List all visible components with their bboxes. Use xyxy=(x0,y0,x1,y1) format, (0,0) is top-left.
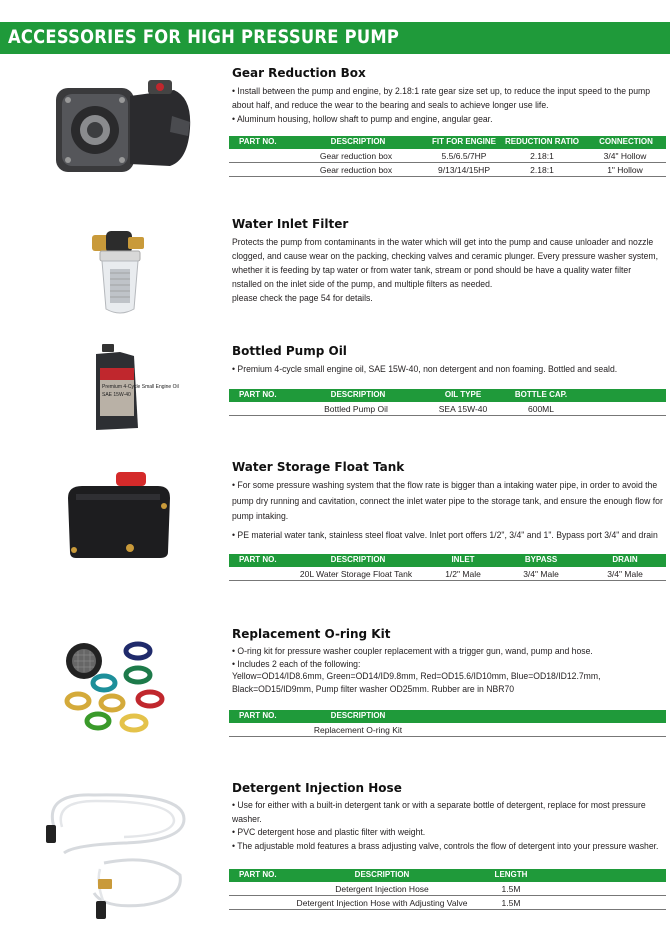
table-row xyxy=(229,723,666,737)
gear-bullet-2: • Aluminum housing, hollow shaft to pump and engine, angular gear. xyxy=(232,114,493,124)
oil-bottle-image xyxy=(88,344,179,432)
filter-line: nstalled on the inlet side of the pump, and multiple filters as needed. xyxy=(232,279,493,289)
tank-bullet-1: • For some pressure washing system that the flow rate is bigger than a intaking water pipe, in order to avoid the pump dry running and cavitation, connect the inlet water pipe to the storage tank, and ensure the enough flow for pump intaking. xyxy=(232,480,663,521)
hose-bullet-2: • PVC detergent hose and plastic filter with weight. xyxy=(232,827,426,837)
page-header-banner xyxy=(0,22,670,54)
oring-kit-description xyxy=(232,645,666,695)
bottled-pump-oil-description xyxy=(232,362,666,376)
bottled-pump-oil-content xyxy=(232,344,666,376)
gear-reduction-table xyxy=(229,136,666,177)
oring-line: • Includes 2 each of the following: xyxy=(232,658,361,669)
column-header: BYPASS xyxy=(524,555,558,564)
filter-line: please check the page 54 for details. xyxy=(232,293,373,303)
detergent-hose-table xyxy=(229,869,666,910)
water-storage-tank-image xyxy=(64,468,176,560)
table-cell: 3/4" Hollow xyxy=(603,151,647,161)
table-cell: 1.5M xyxy=(501,898,521,908)
table-cell: 600ML xyxy=(528,404,554,414)
water-storage-tank-title: Water Storage Float Tank xyxy=(232,460,405,474)
detergent-hose-description xyxy=(232,799,666,853)
column-header: LENGTH xyxy=(494,870,528,879)
table-header xyxy=(229,389,666,402)
detergent-hose-title: Detergent Injection Hose xyxy=(232,781,402,795)
column-header: DESCRIPTION xyxy=(330,555,386,564)
column-header: PART NO. xyxy=(239,137,277,146)
column-header: REDUCTION RATIO xyxy=(504,137,580,146)
column-header: PART NO. xyxy=(239,711,277,720)
filter-line: clogged, and cause wear on the packing, checking valves and ceramic plunger. Every pressure washer system, xyxy=(232,251,658,261)
hose-bullet-3: • The adjustable mold features a brass adjusting valve, controls the flow of detergent into your pressure washer. xyxy=(232,840,659,851)
column-header: FIT FOR ENGINE xyxy=(432,137,496,146)
detergent-hose-image xyxy=(34,783,194,923)
gear-reduction-content xyxy=(232,66,666,126)
table-cell: 20L Water Storage Float Tank xyxy=(299,569,413,579)
bottled-pump-oil-table xyxy=(229,389,666,416)
table-cell: SEA 15W-40 xyxy=(438,404,488,414)
detergent-hose-content xyxy=(232,781,666,853)
column-header: INLET xyxy=(451,555,475,564)
table-row xyxy=(229,567,666,581)
gear-bullet-1: • Install between the pump and engine, by 2.18:1 rate gear size set up, to reduce the input speed to the pump about half, and reduce the wear to the bearing and seals to achieve longer use life. xyxy=(232,86,651,110)
oring-kit-image xyxy=(60,635,176,731)
table-cell: 1" Hollow xyxy=(607,165,643,175)
gear-reduction-title: Gear Reduction Box xyxy=(232,66,366,80)
column-header: PART NO. xyxy=(239,870,277,879)
column-header: OIL TYPE xyxy=(444,390,482,399)
table-header xyxy=(229,554,666,567)
column-header: PART NO. xyxy=(239,390,277,399)
table-cell: Replacement O-ring Kit xyxy=(313,725,403,735)
oring-line: • O-ring kit for pressure washer coupler replacement with a trigger gun, wand, pump and hose. xyxy=(232,646,593,656)
table-cell: 9/13/14/15HP xyxy=(438,165,490,175)
table-cell: 1/2" Male xyxy=(445,569,481,579)
table-header xyxy=(229,710,666,723)
oil-bottle-label: Premium 4-Cycle Small Engine Oil xyxy=(102,384,179,390)
tank-bullet-2: • PE material water tank, stainless steel float valve. Inlet port offers 1/2", 3/4" and 1". Bypass port 3/4" and drain xyxy=(232,529,658,540)
column-header: PART NO. xyxy=(239,555,277,564)
table-cell: 5.5/6.5/7HP xyxy=(441,151,487,161)
table-cell: Detergent Injection Hose with Adjusting Valve xyxy=(296,898,468,908)
filter-line: whether it is feeding by tap water or from water tank, stream or pond should be have a quality water filter xyxy=(232,265,632,275)
water-inlet-filter-content xyxy=(232,217,666,305)
bottled-pump-oil-title: Bottled Pump Oil xyxy=(232,344,347,358)
column-header: DRAIN xyxy=(612,555,638,564)
table-row xyxy=(229,149,666,163)
water-storage-tank-table xyxy=(229,554,666,581)
water-inlet-filter-description xyxy=(232,235,666,305)
water-storage-tank-description xyxy=(232,478,666,543)
table-cell: Detergent Injection Hose xyxy=(335,884,429,894)
table-row xyxy=(229,402,666,416)
hose-bullet-1: • Use for either with a built-in detergent tank or with a separate bottle of detergent, replace for most pressure washer. xyxy=(232,800,646,824)
gear-reduction-description xyxy=(232,84,666,126)
filter-line: Protects the pump from contaminants in the water which will get into the pump and cause unloader and nozzle xyxy=(232,237,654,247)
column-header: BOTTLE CAP. xyxy=(514,390,568,399)
table-cell: 2.18:1 xyxy=(530,165,554,175)
column-header: DESCRIPTION xyxy=(330,711,386,720)
table-header xyxy=(229,136,666,149)
water-storage-tank-content xyxy=(232,460,666,543)
table-cell: Gear reduction box xyxy=(319,151,393,161)
water-inlet-filter-title: Water Inlet Filter xyxy=(232,217,349,231)
oring-kit-table xyxy=(229,710,666,737)
oil-bottle-code: SAE 15W-40 xyxy=(102,392,131,398)
table-header xyxy=(229,869,666,882)
water-inlet-filter-image xyxy=(86,227,152,319)
page-title: ACCESSORIES FOR HIGH PRESSURE PUMP xyxy=(8,26,400,48)
oring-line: Yellow=OD14/ID8.6mm, Green=OD14/ID9.8mm, Red=OD15.6/ID10mm, Blue=OD18/ID12.7mm, xyxy=(232,671,601,681)
table-cell: Bottled Pump Oil xyxy=(324,404,388,414)
table-cell: 1.5M xyxy=(501,884,521,894)
table-row xyxy=(229,882,666,896)
oring-line: Black=OD15/ID9mm, Pump filter washer OD25mm. Rubber are in NBR70 xyxy=(232,683,515,694)
table-cell: 3/4" Male xyxy=(607,569,643,579)
table-cell: Gear reduction box xyxy=(319,165,393,175)
gear-reduction-box-image xyxy=(52,76,198,176)
oring-kit-content xyxy=(232,627,666,695)
column-header: DESCRIPTION xyxy=(330,390,386,399)
table-cell: 3/4" Male xyxy=(523,569,559,579)
table-row xyxy=(229,896,666,910)
oring-kit-title: Replacement O-ring Kit xyxy=(232,627,391,641)
oil-bullet-1: • Premium 4-cycle small engine oil, SAE 15W-40, non detergent and non foaming. Bottled and seald. xyxy=(232,364,618,374)
column-header: DESCRIPTION xyxy=(354,870,410,879)
column-header: CONNECTION xyxy=(599,137,653,146)
table-cell: 2.18:1 xyxy=(530,151,554,161)
table-row xyxy=(229,163,666,177)
column-header: DESCRIPTION xyxy=(330,137,386,146)
